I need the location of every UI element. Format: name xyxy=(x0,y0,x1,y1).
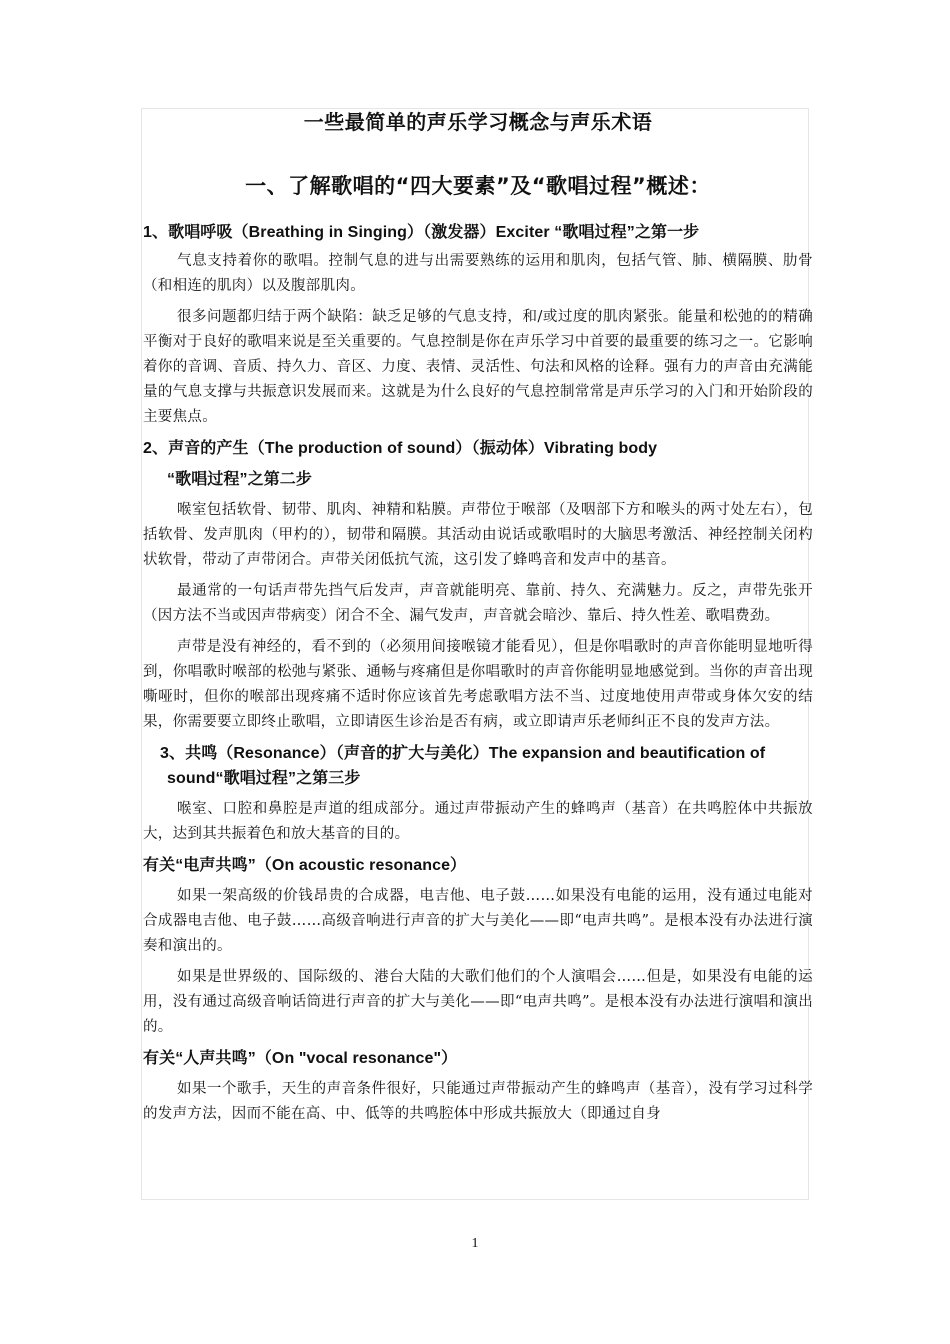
section-heading-sound-production-line2: “歌唱过程”之第二步 xyxy=(167,471,313,488)
paragraph: 声带是没有神经的，看不到的（必须用间接喉镜才能看见），但是你唱歌时的声音你能明显地听得到，你唱歌时喉部的松弛与紧张、通畅与疼痛但是你唱歌时的声音你能明显地感觉到。当你的声音出现嘶哑时，但你的喉部出现疼痛不适时你应该首先考虑歌唱方法不当、过度地使用声带或身体欠安的结果，你需要要立即终止歌唱，立即请医生诊治是否有病，或立即请声乐老师纠正不良的发声方法。 xyxy=(143,639,813,730)
section-heading-breathing: 1、歌唱呼吸（Breathing in Singing）（激发器）Exciter “歌唱过程”之第一步 xyxy=(143,224,700,241)
paragraph: 如果一个歌手，天生的声音条件很好，只能通过声带振动产生的蜂鸣声（基音），没有学习过科学的发声方法，因而不能在高、中、低等的共鸣腔体中形成共振放大（即通过自身 xyxy=(143,1081,813,1122)
paragraph: 喉室、口腔和鼻腔是声道的组成部分。通过声带振动产生的蜂鸣声（基音）在共鸣腔体中共振放大，达到其共振着色和放大基音的目的。 xyxy=(143,801,813,842)
page-number: 1 xyxy=(471,1236,479,1251)
paragraph: 如果一架高级的价钱昂贵的合成器，电吉他、电子鼓……如果没有电能的运用，没有通过电能对合成器电吉他、电子鼓……高级音响进行声音的扩大与美化——即“电声共鸣”。是根本没有办法进行演奏和演出的。 xyxy=(143,888,813,954)
section-heading-resonance: 3、共鸣（Resonance）（声音的扩大与美化）The expansion and beautification of sound“歌唱过程”之第三步 xyxy=(160,745,766,787)
subsection-heading-vocal-resonance: 有关“人声共鸣”（On "vocal resonance"） xyxy=(143,1050,458,1067)
section-heading-sound-production: 2、声音的产生（The production of sound）（振动体）Vibrating body xyxy=(143,440,658,457)
chapter-heading: 一、了解歌唱的“四大要素”及“歌唱过程”概述： xyxy=(245,174,711,198)
paragraph: 喉室包括软骨、韧带、肌肉、神精和粘膜。声带位于喉部（及咽部下方和喉头的两寸处左右），包括软骨、发声肌肉（甲杓的），韧带和隔膜。其活动由说话或歌唱时的大脑思考激活、神经控制关闭杓状软骨，带动了声带闭合。声带关闭低抗气流，这引发了蜂鸣音和发声中的基音。 xyxy=(143,502,813,568)
paragraph: 气息支持着你的歌唱。控制气息的进与出需要熟练的运用和肌肉，包括气管、肺、横隔膜、肋骨（和相连的肌肉）以及腹部肌肉。 xyxy=(143,253,813,294)
paragraph: 如果是世界级的、国际级的、港台大陆的大歌们他们的个人演唱会……但是，如果没有电能的运用，没有通过高级音响话筒进行声音的扩大与美化——即“电声共鸣”。是根本没有办法进行演唱和演出的。 xyxy=(143,969,813,1035)
document-body xyxy=(143,104,813,1127)
document-title: 一些最简单的声乐学习概念与声乐术语 xyxy=(303,110,653,134)
subsection-heading-acoustic-resonance: 有关“电声共鸣”（On acoustic resonance） xyxy=(143,857,467,874)
paragraph: 很多问题都归结于两个缺陷：缺乏足够的气息支持，和/或过度的肌肉紧张。能量和松弛的的精确平衡对于良好的歌唱来说是至关重要的。气息控制是你在声乐学习中首要的最重要的练习之一。它影响着你的音调、音质、持久力、音区、力度、表情、灵活性、句法和风格的诠释。强有力的声音由充满能量的气息支撑与共振意识发展而来。这就是为什么良好的气息控制常常是声乐学习的入门和开始阶段的主要焦点。 xyxy=(143,309,813,425)
paragraph: 最通常的一句话声带先挡气后发声，声音就能明亮、靠前、持久、充满魅力。反之，声带先张开（因方法不当或因声带病变）闭合不全、漏气发声，声音就会暗沙、靠后、持久性差、歌唱费劲。 xyxy=(143,583,813,624)
